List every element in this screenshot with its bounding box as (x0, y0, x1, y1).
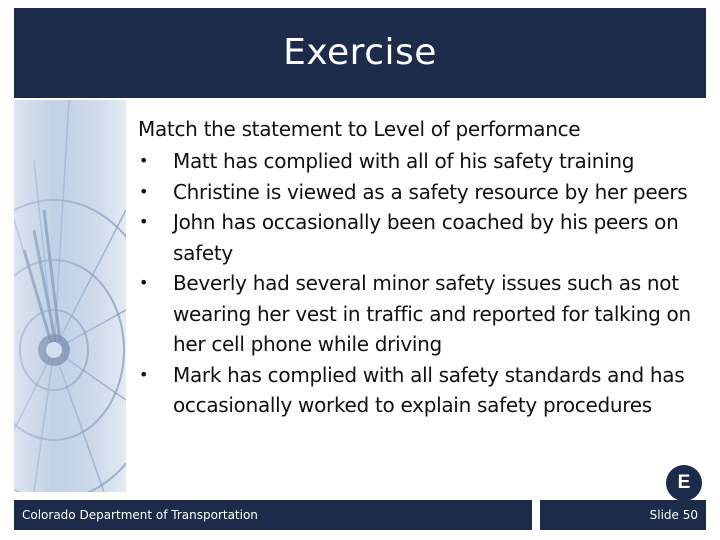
title-bar (14, 8, 706, 98)
bullet-item (137, 146, 697, 177)
bullet-item (137, 207, 697, 268)
bullet-dot: • (139, 151, 149, 170)
slide-content (137, 112, 697, 421)
bullet-item (137, 268, 697, 360)
footer-slide-number-bar (540, 500, 706, 530)
bullet-dot: • (139, 273, 149, 292)
intro-text: Match the statement to Level of performance (138, 117, 581, 141)
logo-letter: E (677, 472, 691, 493)
footer-organization: Colorado Department of Transportation (22, 508, 258, 522)
bullet-dot: • (139, 364, 149, 384)
bullet-dot: • (139, 212, 149, 231)
bullet-text: Mark has complied with all safety standards and has occasionally worked to explain safety procedures (173, 362, 685, 417)
bullet-text: Christine is viewed as a safety resource by her peers (173, 179, 688, 204)
slide-title: Exercise (283, 31, 437, 73)
slide-number: Slide 50 (649, 508, 698, 522)
bullet-item (137, 360, 697, 421)
bullet-text: John has occasionally been coached by his peers on safety (173, 210, 679, 265)
bullet-list (137, 146, 697, 421)
footer-organization-bar (14, 500, 532, 530)
dartboard-image (14, 100, 126, 492)
bullet-dot: • (139, 181, 149, 201)
cdot-logo-icon (666, 465, 702, 501)
bullet-item (137, 177, 697, 208)
bullet-text: Matt has complied with all of his safety training (173, 149, 635, 173)
bullet-text: Beverly had several minor safety issues such as not wearing her vest in traffic and reported for talking on her cell phone while driving (173, 271, 691, 356)
